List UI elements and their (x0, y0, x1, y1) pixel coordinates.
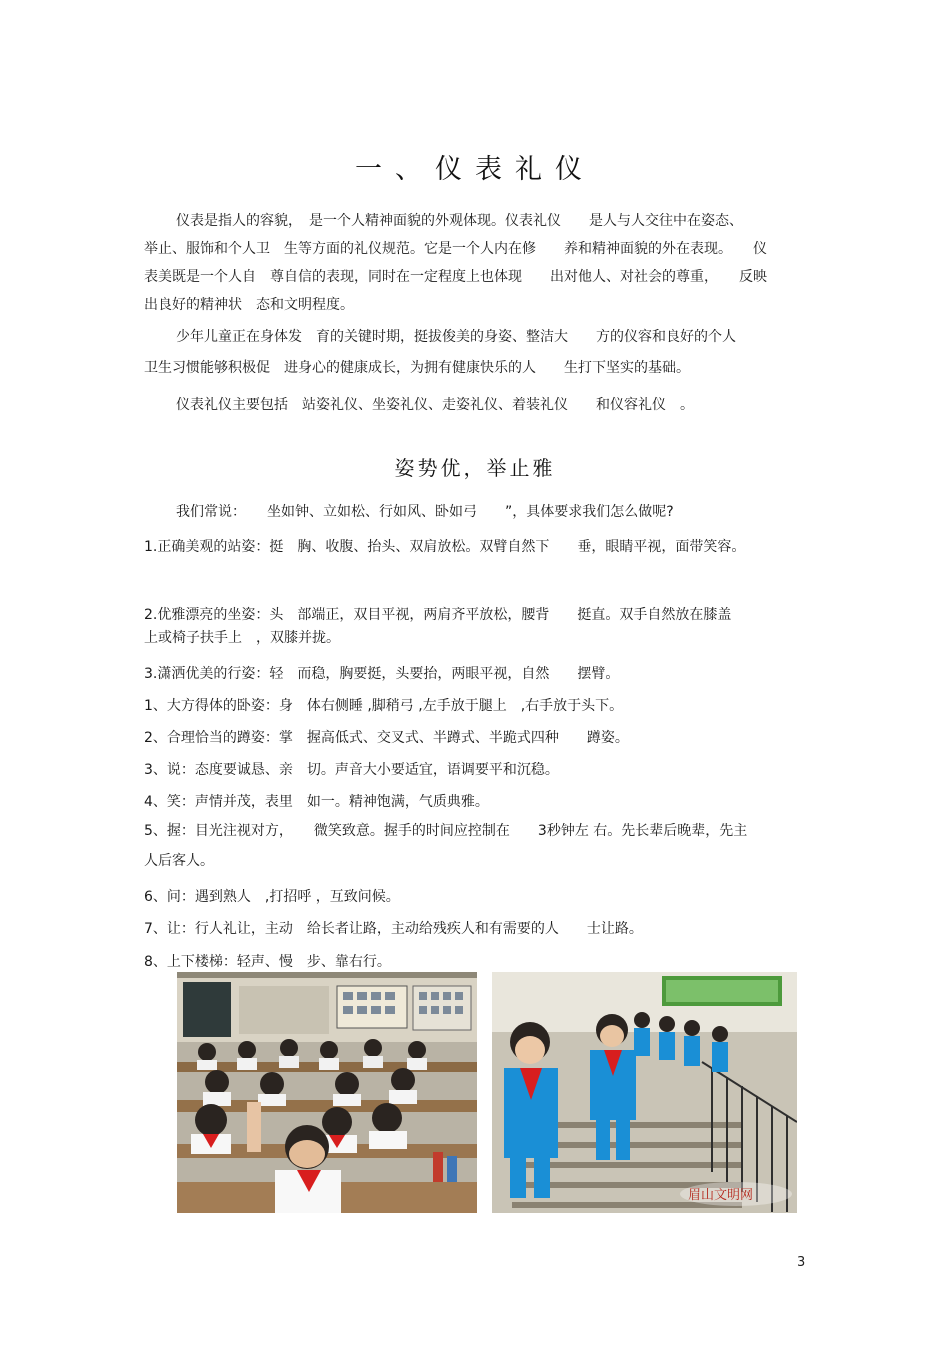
list-item: 5、握：目光注视对方， 微笑致意。握手的时间应控制在 3秒钟左 右。先长辈后晚辈，先主 (144, 823, 748, 839)
page-title: 一、仪表礼仪 (355, 154, 595, 185)
list-item: 3.潇洒优美的行姿：轻 而稳，胸要挺，头要抬，两眼平视，自然 摆臂。 (144, 666, 620, 682)
intro-p1-line-3: 表美既是一个人自 尊自信的表现，同时在一定程度上也体现 出对他人、对社会的尊重， 反映 (144, 269, 767, 285)
list-item: 2、合理恰当的蹲姿：掌 握高低式、交叉式、半蹲式、半跪式四种 蹲姿。 (144, 730, 629, 746)
intro-p1-line-2: 举止、服饰和个人卫 生等方面的礼仪规范。它是一个人内在修 养和精神面貌的外在表现。 仪 (144, 241, 767, 257)
page-number: 3 (797, 1255, 806, 1270)
list-item: 2.优雅漂亮的坐姿：头 部端正，双目平视，两肩齐平放松，腰背 挺直。双手自然放在膝盖 (144, 607, 732, 623)
list-item: 1、大方得体的卧姿：身 体右侧睡 ,脚稍弓 ,左手放于腿上 ,右手放于头下。 (144, 698, 624, 714)
list-item: 4、笑：声情并茂，表里 如一。精神饱满，气质典雅。 (144, 794, 489, 810)
intro-p3: 仪表礼仪主要包括 站姿礼仪、坐姿礼仪、走姿礼仪、着装礼仪 和仪容礼仪 。 (176, 397, 694, 413)
classroom-photo (177, 972, 477, 1213)
section-lead: 我们常说： 坐如钟、立如松、行如风、卧如弓 ”，具体要求我们怎么做呢? (176, 504, 674, 520)
list-item: 1.正确美观的站姿：挺 胸、收腹、抬头、双肩放松。双臂自然下 垂，眼睛平视，面带笑容。 (144, 539, 746, 555)
section-subtitle: 姿势优，举止雅 (394, 456, 556, 480)
list-item: 上或椅子扶手上 ，双膝并拢。 (144, 630, 340, 646)
list-item: 7、让：行人礼让，主动 给长者让路，主动给残疾人和有需要的人 士让路。 (144, 921, 643, 937)
list-item: 8、上下楼梯：轻声、慢 步、靠右行。 (144, 954, 391, 970)
intro-p2-line-1: 少年儿童正在身体发 育的关键时期，挺拔俊美的身姿、整洁大 方的仪容和良好的个人 (176, 329, 736, 345)
stairs-photo (492, 972, 797, 1213)
intro-p1-line-1: 仪表是指人的容貌， 是一个人精神面貌的外观体现。仪表礼仪 是人与人交往中在姿态、 (176, 213, 743, 229)
list-item: 3、说：态度要诚恳、亲 切。声音大小要适宜，语调要平和沉稳。 (144, 762, 559, 778)
intro-p1-line-4: 出良好的精神状 态和文明程度。 (144, 297, 354, 313)
photo-watermark: 眉山文明网 (688, 1188, 754, 1203)
intro-p2-line-2: 卫生习惯能够积极促 进身心的健康成长，为拥有健康快乐的人 生打下坚实的基础。 (144, 360, 690, 376)
list-item: 人后客人。 (144, 853, 214, 869)
list-item: 6、问：遇到熟人 ,打招呼 ，互致问候。 (144, 889, 400, 905)
